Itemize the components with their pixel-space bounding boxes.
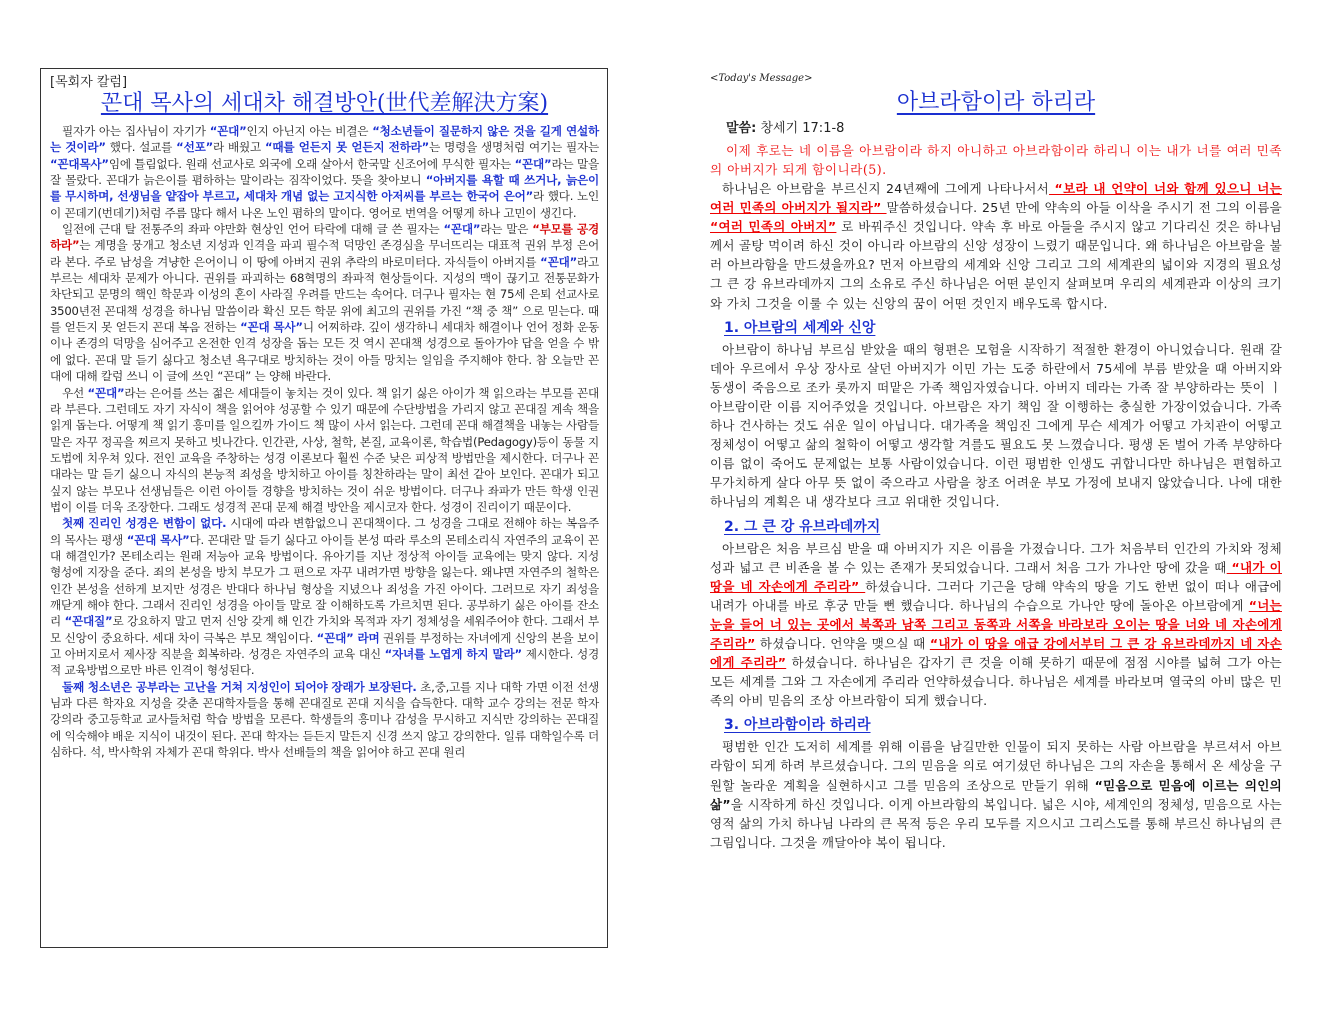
emphasis-text: “꼰대 목사” — [126, 532, 190, 547]
body-text: 라 했다. 노인이 꼰데기(번데기)처럼 주름 많다 해서 나온 노인 폄하의 말이다. 영어로 번역을 어떻게 하나 고민이 생긴다. — [50, 189, 599, 220]
emphasis-text: “보라 내 언약이 너와 함께 있으니 너는 여러 민족의 아버지가 될지라” — [710, 181, 1282, 216]
emphasis-text: “부모를 공경하라” — [50, 222, 599, 253]
body-text: 하셨습니다. 그러다 기근을 당해 약속의 땅을 기도 한번 없이 떠나 애급에 내려가 아내를 바로 후궁 만들 뻔 했습니다. 하나님의 수습으로 가나안 땅에 돌아온 아브람에게 — [710, 578, 1282, 613]
emphasis-text: “때를 얻든지 못 얻든지 전하라” — [264, 140, 430, 155]
sermon-title: 아브라함이라 하리라 — [896, 90, 1096, 115]
body-text: 는 계명을 뭉개고 청소년 지성과 인격을 파괴 필수적 덕망인 존경심을 무너뜨리는 대표적 권위 부정 은어라 본다. 주로 남성을 겨냥한 은어이니 이 땅에 아버지 권위 추락의 바로미터다. 자식들이 아버지를 — [50, 238, 599, 269]
section-paragraph — [710, 340, 1282, 512]
emphasis-text: “너는 눈을 들어 너 있는 곳에서 북쪽과 남쪽 그리고 동쪽과 서쪽을 바라보라 오이는 땅을 너와 네 자손에게 주리라” — [710, 597, 1282, 651]
body-text: 는 명령을 생명처럼 여기는 필자는 — [429, 140, 599, 155]
section-paragraph — [710, 737, 1282, 852]
emphasis-text: “꼰대질” — [64, 614, 113, 629]
section-heading: 2. 그 큰 강 유브라데까지 — [724, 518, 881, 535]
emphasis-text: “꼰대” — [443, 222, 481, 237]
emphasis-text: “여러 민족의 아버지” — [710, 219, 837, 235]
column-tag: [목회자 칼럼] — [50, 75, 128, 90]
emphasis-text: “꼰대” — [514, 156, 552, 171]
column-title: 꼰대 목사의 세대차 해결방안(世代差解決方案) — [100, 91, 549, 116]
column-paragraph — [50, 221, 599, 384]
body-text: 초,중,고를 지나 대학 가면 이전 선생님과 다른 학자요 지성을 갖춘 꼰대학자들을 통해 꼰대질로 꼰대 지식을 습득한다. 대학 교수 강의는 전문 학자 강의라 중고등학교 교사들처럼 학습 방법을 모른다. 학생들의 흥미나 감성을 무시하고 지식만 강의하는 꼰대질에 익숙해야 배운 지식이 내것이 된다. 꼰대 학자는 듣든지 말든지 신경 쓰지 않고 강의한다. 일류 대학일수록 더 심하다. 석, 박사학위 자체가 꼰대 학위다. 박사 선배들의 책을 읽어야 하고 꼰대 원리 — [50, 679, 599, 760]
section-paragraph — [710, 539, 1282, 711]
emphasis-text: “자녀를 노엽게 하지 말라” — [384, 647, 522, 661]
emphasis-text: “아버지를 욕할 때 쓰거나, 늙은이를 무시하며, 선생님을 얕잡아 부르고, 세대차 개념 없는 고지식한 아저씨를 부르는 한국어 은어” — [50, 173, 600, 204]
body-text: 라는 말은 — [480, 222, 533, 237]
emphasis-text: 둘째 청소년은 공부라는 고난을 거쳐 지성인이 되어야 장래가 보장된다. — [62, 679, 417, 694]
emphasis-text: “내가 이 땅을 네 자손에게 주리라” — [710, 559, 1282, 594]
body-text: 라고 부르는 세대차 문제가 아니다. 권위를 파괴하는 68혁명의 좌파적 현상들이다. 지성의 맥이 끊기고 전통문화가 차단되고 문명의 핵인 학문과 이성의 혼이 사라질 우려를 만드는 속어다. 더구나 필자는 현 75세 은퇴 선교사로 3500년전 꼰대책 성경을 하나님 말씀이라 확신 모든 학문 위에 최고의 권위를 가진 “책 중 책” 으로 믿는다. 때를 얻든지 못 얻든지 꼰대 복음 전하는 — [50, 254, 599, 335]
body-text: 아브람은 처음 부르심 받을 때 아버지가 지은 이름을 가졌습니다. 그가 처음부터 인간의 가치와 정체성과 넓고 큰 비죤을 볼 수 있는 존재가 못되었습니다. 그래서 처음 그가 가나안 땅에 갔을 때 — [710, 540, 1282, 575]
body-text: 말씀하셨습니다. 25년 만에 약속의 아들 이삭을 주시기 전 그의 이름을 — [886, 200, 1282, 216]
emphasis-text: “꼰대 목사” — [240, 320, 303, 335]
body-text: 권위를 부정하는 자녀에게 신앙의 본을 보이고 아버지로서 제사장 직분을 회복하라. 성경은 자연주의 교육 대신 — [50, 630, 599, 661]
body-text: 제시한다. 성경적 교육방법으로만 바른 인격이 형성된다. — [50, 647, 599, 678]
emphasis-text: “내가 이 땅을 애급 강에서부터 그 큰 강 유브라데까지 네 자손에게 주리라” — [710, 635, 1282, 671]
column-paragraph — [50, 679, 599, 761]
emphasis-text: “선포” — [176, 140, 213, 155]
body-text: 임에 틀림없다. 원래 선교사로 외국에 오래 살아서 한국말 신조어에 무식한 필자는 — [108, 156, 515, 171]
emphasis-text: “청소년들이 질문하지 않은 것을 길게 연설하는 것이라” — [50, 124, 599, 155]
todays-message-section — [710, 72, 1282, 852]
emphasis-text: “꼰대” 라며 — [316, 630, 380, 645]
body-text: 하나님은 아브람을 부르신지 24년째에 그에게 나타나서서 — [722, 181, 1049, 196]
body-text: 다. 꼰대란 말 듣기 싫다고 아이들 본성 따라 루소의 몬테소리식 자연주의 교육이 꼰대 해결인가? 몬테소리는 원래 저능아 교육 방법이다. 유아기를 지난 정상적 아이들 교육에는 맞지 않다. 지성 형성에 지장을 준다. 죄의 본성을 방치 부모가 그 편으로 자꾸 내려가면 방향을 잃는다. 왜냐면 자연주의 철학은 인간 본성을 선하게 보지만 성경은 반대다 하나님 형상을 지녔으나 죄성을 가진 아이다. 그러므로 자기 죄성을 깨닫게 해야 한다. 그래서 진리인 성경을 아이들 말로 잘 이해하도록 가르치면 된다. 공부하기 싫은 아이를 잔소리 — [50, 532, 599, 629]
body-text: 로 바꿔주신 것입니다. 약속 후 바로 아들을 주시지 않고 기다리신 것은 하나님께서 골탕 먹이려 하신 것이 아니라 아브람의 신앙 성장이 느렸기 때문입니다. 왜 하나님은 아브람을 불러 아브라함을 만드셨을까요? 먼저 아브람의 세계와 신앙 그리고 그의 세계관의 넓이와 지경의 필요성 그 큰 강 유브라데까지 그의 소유로 주신 하나님은 어떤 분인지 살펴보며 우리의 세계관과 이상의 크기와 가치 그것을 이룰 수 있는 신앙의 꿈이 어떤 것인지 배우도록 합시다. — [710, 219, 1282, 311]
column-body — [50, 123, 599, 760]
section-heading: 3. 아브라함이라 하리라 — [724, 717, 871, 734]
body-text: 필자가 아는 집사님이 자기가 — [62, 124, 210, 138]
body-text: 시대에 따라 변함없으니 꼰대책이다. 그 성경을 그대로 전해야 하는 복음주의 목사는 평생 — [50, 516, 599, 547]
body-text: 로 강요하지 말고 먼저 신앙 갖게 해 인간 가치와 목적과 자기 정체성을 세워주어야 한다. 그래서 부모 신앙이 중요하다. 세대 차이 극복은 부모 책임이다. — [50, 614, 599, 645]
body-text: 하셨습니다. 하나님은 갑자기 큰 것을 이해 못하기 때문에 점점 시야를 넓혀 그가 아는 모든 세계를 그와 그 자손에게 주리라 언약하셨습니다. 하나님은 세계를 바라보며 열국의 아비 많은 민족의 아비 믿음의 조상 아브라함이 되게 했습니다. — [710, 655, 1282, 709]
body-text: 우선 — [62, 385, 88, 400]
todays-message-label: <Today's Message> — [710, 73, 813, 84]
scripture-reference: 말씀: 창세기 17:1-8 — [726, 121, 845, 136]
body-text: 을 시작하게 하신 것입니다. 이게 아브라함의 복입니다. 넓은 시야, 세계인의 정체성, 믿음으로 사는 영적 삶의 가치 하나님 나라의 큰 목적 등은 우리 모두를 지으시고 그리스도를 통해 부르신 하나님의 큰 그림입니다. 그것을 깨달아야 복이 됩니다. — [710, 796, 1282, 850]
body-text: 인지 아닌지 아는 비결은 — [246, 124, 373, 138]
emphasis-text: “꼰대” — [87, 385, 125, 400]
body-text: 하셨습니다. 언약을 맺으실 때 — [755, 635, 930, 651]
sermon-sections — [710, 317, 1282, 852]
column-box — [40, 68, 608, 948]
body-text: 아브람이 하나님 부르심 받았을 때의 형편은 모험을 시작하기 적절한 환경이 아니었습니다. 원래 갈데아 우르에서 우상 장사로 살던 아버지가 이민 가는 도중 하란에서 75세에 부름 받았을 때 아버지와 동생이 죽음으로 조카 롯까지 떠맡은 가족 책임자였습니다. 아버지 데라는 가족 잘 부양하라는 뜻이 ㅣ 아브람이란 이름 지어주었을 것입니다. 아브람은 자기 책임 잘 이행하는 충실한 가장이었습니다. 가족 하나 건사하는 것도 쉬운 일이 아닙니다. 대가족을 책임진 그에게 무슨 세계가 어떻고 가치관이 어떻고 정체성이 어떻고 삶의 철학이 어떻고 생각할 겨를도 필요도 못 느꼈습니다. 평생 돈 벌어 가족 부양하다 이름 없이 죽어도 문제없는 보통 사람이었습니다. 이런 평범한 인생도 귀합니다만 하나님은 편협하고 무가치하게 살다 아무 뜻 없이 죽으라고 사람을 창조 어려운 부모 가정에 보내지 않았습니다. 나에 대한 하나님의 계획은 내 생각보다 크고 위대한 것입니다. — [710, 341, 1282, 510]
body-text: 라 배웠고 — [213, 140, 265, 155]
emphasis-text: “꼰대” — [209, 124, 247, 138]
key-verse: 이제 후로는 네 이름을 아브람이라 하지 아니하고 아브라함이라 하리니 이는 내가 너를 여러 민족의 아버지가 되게 함이니라(5). — [710, 143, 1282, 177]
column-paragraph — [50, 515, 599, 678]
emphasis-text: 첫째 진리인 성경은 변함이 없다. — [62, 516, 227, 531]
column-paragraph — [50, 123, 599, 221]
body-text: 라는 은어를 쓰는 젊은 세대들이 놓치는 것이 있다. 책 읽기 싫은 아이가 책 읽으라는 부모를 꼰대라 부른다. 그런데도 자기 자식이 책을 읽어야 성공할 수 있기 때문에 수단방법을 가리지 않고 꼰대질 계속 책을 읽게 돕는다. 어떻게 책 읽기 흥미를 일으킬까 가이드 책 많이 사서 읽는다. 그런데 꼰대 해결책을 내놓는 사람들 말은 자꾸 정곡을 찌르지 못하고 빗나간다. 인간관, 사상, 철학, 본질, 교육이론, 학습법(Pedagogy)등이 동물 지도법에 치우쳐 있다. 전인 교육을 주창하는 성경 이론보다 훨씬 수준 낮은 피상적 방법만을 제시한다. 더구나 꼰대라는 말 듣기 싫으니 자식의 본능적 죄성을 방치하고 아이를 칭찬하라는 말이 최선 같아 보인다. 꼰대가 되고 싶지 않는 부모나 선생님들은 이런 아이들 경향을 방치하는 것이 쉬운 방법이다. 더구나 좌파가 만든 학생 인권법이 이를 더욱 조장한다. 그래도 성경적 꼰대 문제 해결 방안을 제시코자 한다. 성경이 진리이기 때문이다. — [50, 385, 599, 514]
sermon-intro — [710, 179, 1282, 313]
body-text: 일전에 근대 탈 전통주의 좌파 야만화 현상인 언어 타락에 대해 글 쓴 필자는 — [62, 222, 444, 237]
emphasis-text: “꼰대” — [540, 254, 577, 269]
body-text: 평범한 인간 도저히 세계를 위해 이름을 남길만한 인물이 되지 못하는 사람 아브람을 부르셔서 아브라함이 되게 하려 부르셨습니다. 그의 믿음을 의로 여기셨던 하나님은 그의 자손을 통해서 온 세상을 구원할 놀라운 계획을 실현하시고 그를 믿음의 조상으로 만들기 위해 — [710, 739, 1282, 793]
column-paragraph — [50, 385, 599, 516]
body-text: 라는 말을 잘 몰랐다. 꼰대가 늙은이를 폄하하는 말이라는 짐작이었다. 뜻을 찾아보니 — [50, 156, 600, 188]
section-heading: 1. 아브람의 세계와 신앙 — [724, 319, 876, 336]
body-text: 니 어찌하랴. 깊이 생각하니 세대차 해결이나 언어 정화 운동이나 존경의 덕망을 심어주고 온전한 인격 성장을 돕는 모든 것 역시 꼰대책 성경으로 돌아가야 답을 얻을 수 밖에 없다. 꼰대 말 듣기 싫다고 청소년 욕구대로 방치하는 것이 아들 망치는 일임을 주지해야 한다. 참 오늘만 꼰대에 대해 칼럼 쓰니 이 글에 쓰인 “꼰대” 는 양해 바란다. — [50, 320, 599, 384]
emphasis-text: “믿음으로 믿음에 이르는 의인의 삶” — [710, 777, 1282, 812]
emphasis-text: “꼰대목사” — [50, 156, 109, 171]
body-text: 했다. 설교를 — [105, 140, 177, 155]
